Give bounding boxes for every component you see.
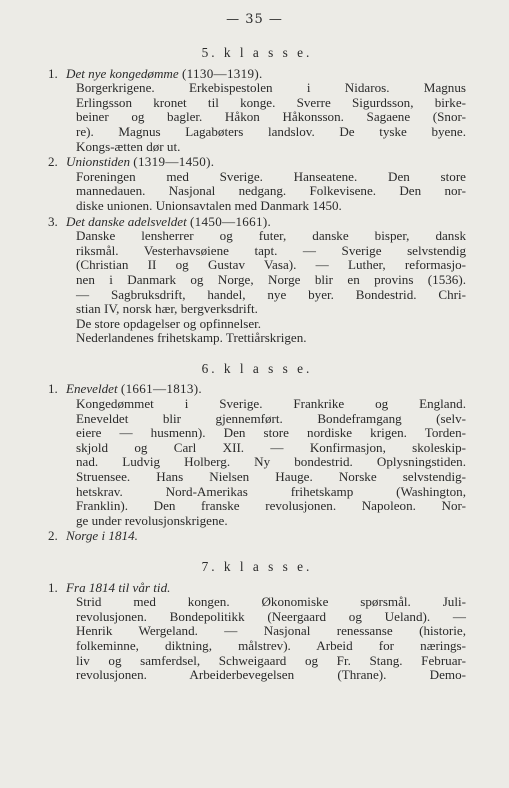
item-body — [66, 81, 466, 154]
item-heading — [66, 382, 466, 397]
outline-item — [48, 581, 466, 683]
item-title: Det danske adelsveldet — [66, 213, 187, 229]
text-line: Nederlandenes frihetskamp. Trettiårskrigen. — [76, 330, 307, 346]
text-line: folkeminne, diktning, målstrev). Arbeid for nærings- — [76, 637, 466, 653]
text-line: — Sagbruksdrift, handel, nye byer. Bondestrid. Chri- — [76, 286, 466, 302]
text-line: nad. Ludvig Holberg. Ny bondestrid. Oplysningstiden. — [76, 454, 466, 470]
item-years: (1319—1450). — [133, 154, 215, 170]
item-number: 1. — [48, 65, 58, 81]
text-line: Danske lensherrer og futer, danske bisper, dansk — [76, 228, 466, 244]
text-line: Eneveldet blir gjennemført. Bondeframgang (selv- — [76, 410, 466, 426]
text-line: diske unionen. Unionsavtalen med Danmark 1450. — [76, 197, 342, 213]
text-line: De store opdagelser og opfinnelser. — [76, 315, 262, 331]
text-line: mannedauen. Nasjonal nedgang. Folkevisene. Den nor- — [76, 183, 466, 199]
item-heading — [66, 155, 466, 170]
text-line: Franklin). Den franske revolusjonen. Napoleon. Nor- — [76, 498, 466, 514]
text-line: riksmål. Vesterhavsøiene tapt. — Sverige selvstendig — [76, 242, 466, 258]
item-number: 2. — [48, 528, 58, 544]
item-title: Fra 1814 til vår tid. — [66, 579, 171, 595]
text-line: Erlingsson kronet til konge. Sverre Sigurdsson, birke- — [76, 94, 466, 110]
text-line: Kongedømmet i Sverige. Frankrike og England. — [76, 396, 466, 412]
item-heading — [66, 67, 466, 82]
text-line: Kongs-ætten dør ut. — [76, 138, 181, 154]
item-number: 1. — [48, 381, 58, 397]
text-line: hetskrav. Nord-Amerikas frihetskamp (Washington, — [76, 483, 466, 499]
text-line: Borgerkrigene. Erkebispestolen i Nidaros. Magnus — [76, 80, 466, 96]
item-years: (1450—1661). — [190, 213, 272, 229]
outline-item — [48, 155, 466, 213]
outline-item — [48, 529, 466, 544]
text-line: eiere — husmenn). Den store nordiske krigen. Torden- — [76, 425, 466, 441]
item-title: Eneveldet — [66, 381, 118, 397]
outline-item — [48, 67, 466, 155]
item-title: Unionstiden — [66, 154, 131, 170]
outline-item — [48, 215, 466, 346]
page-content — [48, 46, 466, 684]
item-number: 1. — [48, 579, 58, 595]
text-line: revolusjonen. Arbeiderbevegelsen (Thrane). Demo- — [76, 667, 466, 683]
item-years: (1130—1319). — [182, 65, 263, 81]
item-body — [66, 229, 466, 346]
text-line: re). Magnus Lagabøters landslov. De tyske byene. — [76, 123, 466, 139]
class-heading: 5. k l a s s e. — [201, 45, 313, 60]
text-line: (Christian II og Gustav Vasa). — Luther, reformasjo- — [76, 257, 466, 273]
text-line: liv og samferdsel, Schweigaard og Fr. Stang. Februar- — [76, 652, 466, 668]
item-body — [66, 595, 466, 683]
item-years: (1661—1813). — [120, 381, 202, 397]
text-line: Henrik Wergeland. — Nasjonal renessanse (historie, — [76, 623, 466, 639]
item-heading — [66, 529, 466, 544]
text-line: ge under revolusjonskrigene. — [76, 512, 228, 528]
text-line: Strid med kongen. Økonomiske spørsmål. Juli- — [76, 594, 466, 610]
text-line: revolusjonen. Bondepolitikk (Neergaard og Ueland). — — [76, 608, 466, 624]
text-line: Foreningen med Sverige. Hanseatene. Den store — [76, 168, 466, 184]
item-number: 2. — [48, 154, 58, 170]
item-title: Norge i 1814. — [66, 528, 138, 544]
item-body — [66, 397, 466, 528]
text-line: skjold og Carl XII. — Konfirmasjon, skoleskip- — [76, 439, 466, 455]
text-line: Struensee. Hans Nielsen Hauge. Norske selvstendig- — [76, 469, 466, 485]
text-line: beiner og bagler. Håkon Håkonsson. Sagaene (Snor- — [76, 109, 466, 125]
item-title: Det nye kongedømme — [66, 65, 179, 81]
page-number: — 35 — — [226, 12, 283, 27]
outline-item — [48, 382, 466, 528]
item-number: 3. — [48, 213, 58, 229]
item-body — [66, 170, 466, 214]
class-heading: 7. k l a s s e. — [201, 559, 313, 574]
class-heading: 6. k l a s s e. — [201, 360, 313, 376]
item-heading — [66, 581, 466, 596]
text-line: nen i Danmark og Norge, Norge blir en provins (1536). — [76, 271, 466, 287]
item-heading — [66, 215, 466, 230]
text-line: stian IV, norsk hær, bergverksdrift. — [76, 301, 258, 317]
